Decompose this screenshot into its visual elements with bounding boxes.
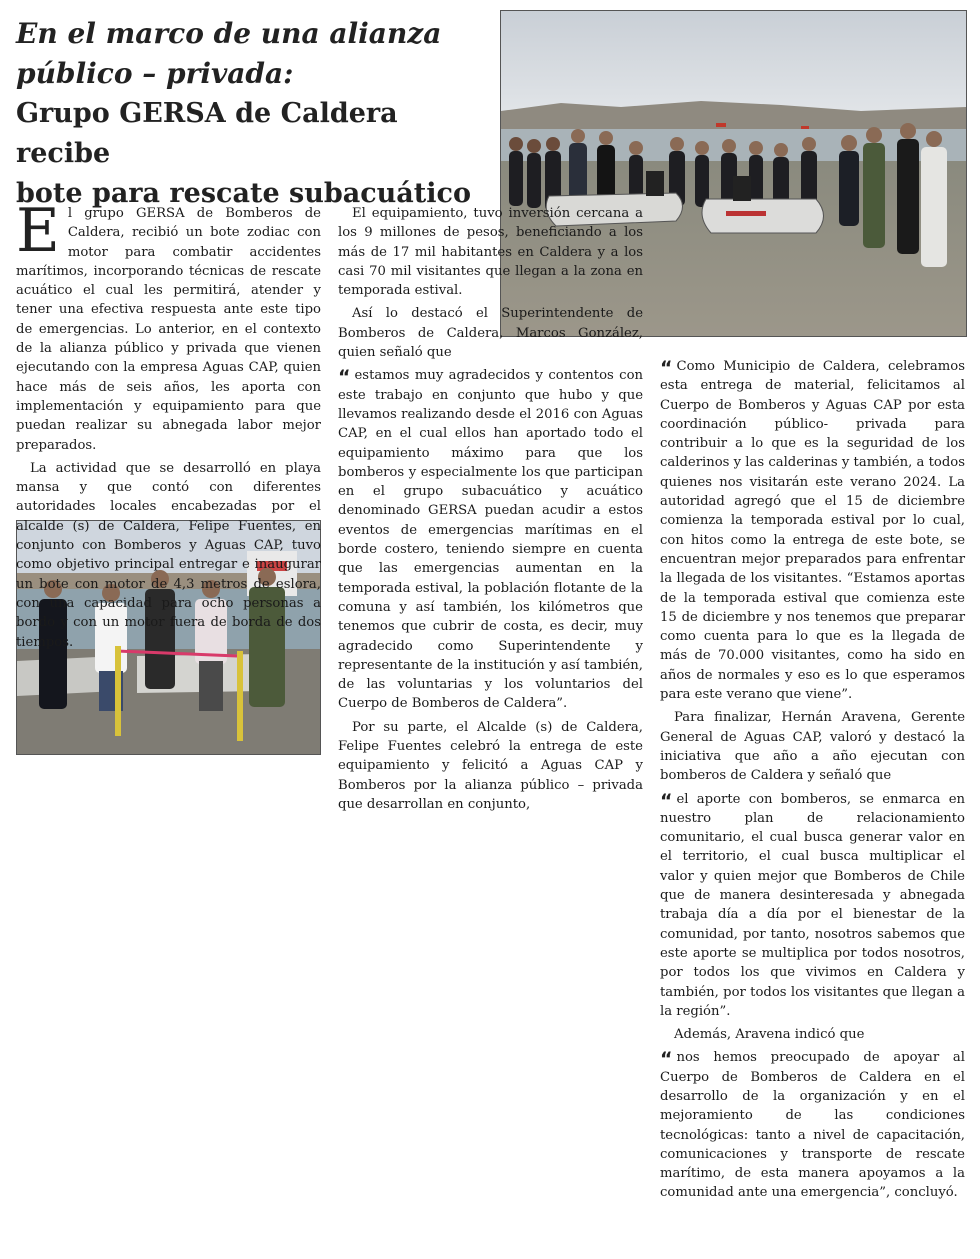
drop-cap: E (16, 196, 60, 266)
article-paragraph-2: La actividad que se desarrolló en playa mansa y que contó con diferentes autoridades locales encabezadas por el alcalde (s) de Caldera, Felipe Fuentes, en conjunto con Bomberos y Aguas CAP, tuvo como objetivo principal entregar e inaugurar un bote con motor de 4,3 metros de eslora, con una capacidad para ocho personas a bordo y con un motor fuera de borda de dos tiempos. (16, 460, 321, 650)
article-paragraph-6: Para finalizar, Hernán Aravena, Gerente General de Aguas CAP, valoró y destacó la iniciativa que año a año ejecutan con bomberos de Caldera y señaló que (660, 710, 965, 784)
quote-mark-icon: “ (660, 789, 673, 812)
article-paragraph-4: Así lo destacó el Superintendente de Bomberos de Caldera, Marcos González, quien señaló que (338, 306, 643, 361)
quote-mark-icon: “ (660, 1048, 673, 1071)
quote-aravena-2 (660, 1048, 965, 1202)
paragraph-1-text: l grupo GERSA de Bomberos de Caldera, recibió un bote zodiac con motor para combatir accidentes marítimos, incorporando técnicas de rescate acuático el cual les permitirá, atender y tener una efectiva respuesta ante este tipo de emergencias. Lo anterior, en el contexto de la alianza público y privada que vienen ejecutando con la empresa Aguas CAP, quien hace más de seis años, les aporta con implementación y equipamiento para que puedan realizar su abnegada labor mejor preparados. (16, 206, 321, 453)
quote-aravena-1-text: el aporte con bomberos, se enmarca en nuestro plan de relacionamiento comunitario, el cual busca generar valor en el territorio, el cual busca multiplicar el valor y quien mejor que Bomberos de Chile que de manera desinteresada y abnegada trabaja día a día por el bienestar de la comunidad, por tanto, nosotros sabemos que este aporte se multiplica por todos nosotros, por todos los que vivimos en Caldera y también, por todos los visitantes que llegan a la región”. (660, 791, 965, 1019)
quote-superintendente (338, 366, 643, 713)
headline-title-line2: bote para rescate subacuático (16, 178, 471, 209)
quote-mark-icon: “ (660, 357, 673, 379)
quote-alcalde (660, 357, 965, 704)
article-paragraph-3: El equipamiento, tuvo inversión cercana a los 9 millones de pesos, beneficiando a los más de 17 mil habitantes en Caldera y a los casi 70 mil visitantes que llegan a la zona en temporada estival. (338, 206, 643, 299)
column-2 (338, 204, 643, 818)
headline-title-line1: Grupo GERSA de Caldera recibe (16, 98, 398, 169)
article-paragraph-7: Además, Aravena indicó que (674, 1027, 865, 1043)
quote-alcalde-text: Como Municipio de Caldera, celebramos esta entrega de material, felicitamos al Cuerpo de Bomberos y Aguas CAP por esta coordinación público- privada para contribuir a lo que es la seguridad de los calderinos y las calderinas y también, a todos quienes nos visitarán este verano 2024. La autoridad agregó que el 15 de diciembre comienza la temporada estival por lo cual, con hitos como la entrega de este bote, se encuentran mejor preparados para enfrentar la llegada de los visitantes. “Estamos aportas de la temporada estival que comienza este 15 de diciembre y nos tenemos que preparar como cuenta para lo que es la llegada de más de 70.000 visitantes, como ha sido en años de normales y eso es lo que esperamos para este verano que viene”. (660, 359, 965, 703)
headline (16, 14, 496, 214)
headline-kicker-line1: En el marco de una alianza (16, 17, 442, 50)
quote-superintendente-text: estamos muy agradecidos y contentos con este trabajo en conjunto que hubo y que llevamos realizando desde el 2016 con Aguas CAP, en el cual ellos han aportado todo el equipamiento máximo para que los bomberos y especialmente los que participan en el grupo subacuático y acuático denominado GERSA puedan acudir a estos eventos de emergencias marítimas en el borde costero, teniendo siempre en cuenta que las emergencias aumentan en la temporada estival, la población flotante de la comuna y así también, los kilómetros que tenemos que cubrir de costa, es decir, muy agradecido como Superintendente y representante de la institución y así también, de las voluntarias y los voluntarios del Cuerpo de Bomberos de Caldera”. (338, 368, 643, 712)
column-1-top (16, 196, 321, 656)
article-paragraph-1 (16, 196, 321, 455)
quote-aravena-2-text: nos hemos preocupado de apoyar al Cuerpo de Bomberos de Caldera en el desarrollo de la organización y en el mejoramiento de las condiciones tecnológicas: tanto a nivel de capacitación, comunicaciones y transporte de rescate marítimo, de esta manera apoyamos a la comunidad ante una emergencia”, concluyó. (660, 1050, 965, 1201)
column-3 (660, 357, 965, 1207)
article-paragraph-5: Por su parte, el Alcalde (s) de Caldera, Felipe Fuentes celebró la entrega de este equipamiento y felicitó a Aguas CAP y Bomberos por la alianza público – privada que desarrollan en conjunto, (338, 719, 643, 812)
quote-mark-icon: “ (338, 366, 351, 389)
headline-kicker-line2: público – privada: (16, 57, 294, 90)
quote-aravena-1 (660, 790, 965, 1022)
